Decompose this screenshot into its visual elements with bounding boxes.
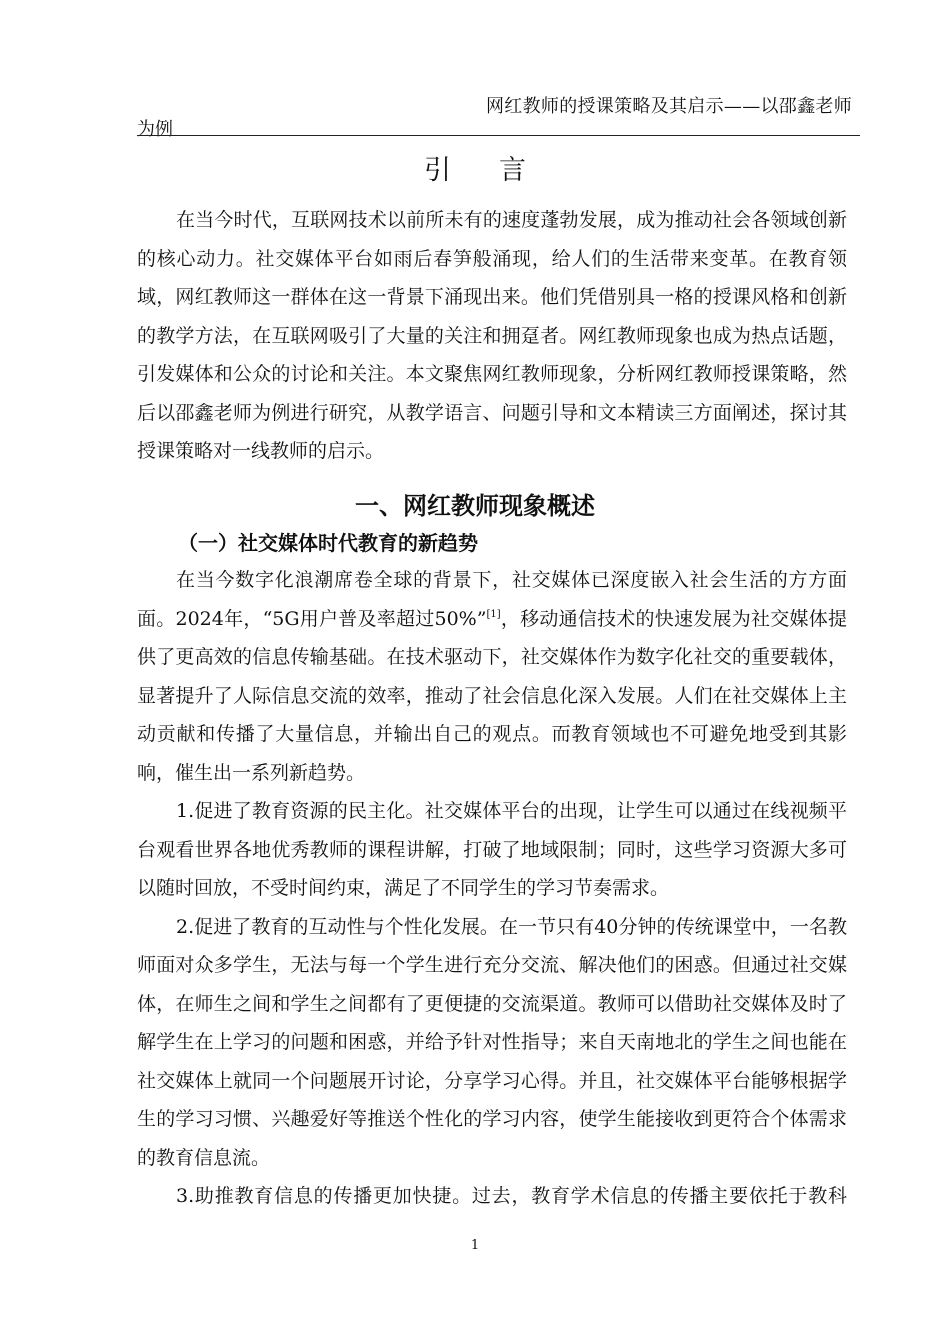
- paragraph: [137, 561, 847, 792]
- text-segment: ，移动通信技术的快速发展为社交媒体提: [500, 607, 847, 630]
- text-line: 引发媒体和公众的讨论和关注。本文聚焦网红教师现象，分析网红教师授课策略，然: [137, 363, 847, 385]
- text-line: 社交媒体上就同一个问题展开讨论，分享学习心得。并且，社交媒体平台能够根据学: [137, 1069, 847, 1092]
- text-line: 3.助推教育信息的传播更加快捷。过去，教育学术信息的传播主要依托于教科: [176, 1185, 847, 1207]
- section-body: [137, 561, 847, 1216]
- text-line: 域，网红教师这一群体在这一背景下涌现出来。他们凭借别具一格的授课风格和创新: [137, 286, 847, 308]
- text-line: 2.促进了教育的互动性与个性化发展。在一节只有40分钟的传统课堂中，一名教: [176, 915, 847, 938]
- page-title: 引言: [424, 155, 574, 186]
- text-line: 以随时回放，不受时间约束，满足了不同学生的学习节奏需求。: [137, 877, 670, 899]
- text-line: 授课策略对一线教师的启示。: [137, 440, 385, 462]
- text-line: 显著提升了人际信息交流的效率，推动了社会信息化深入发展。人们在社交媒体上主: [137, 684, 847, 707]
- page-number: 1: [470, 1238, 480, 1253]
- running-header: 网红教师的授课策略及其启示——以邵鑫老师: [486, 96, 852, 117]
- intro-paragraph: [137, 201, 847, 471]
- running-header-continued: 为例: [137, 119, 173, 140]
- header-rule: [137, 135, 860, 136]
- text-line: 的核心动力。社交媒体平台如雨后春笋般涌现，给人们的生活带来变革。在教育领: [137, 247, 847, 270]
- text-line: 的教学方法，在互联网吸引了大量的关注和拥趸者。网红教师现象也成为热点话题，: [137, 324, 847, 347]
- text-line: 动贡献和传播了大量信息，并输出自己的观点。而教育领域也不可避免地受到其影: [137, 723, 847, 745]
- subsection-heading: （一）社交媒体时代教育的新趋势: [178, 531, 478, 555]
- text-line: 1.促进了教育资源的民主化。社交媒体平台的出现，让学生可以通过在线视频平: [176, 800, 847, 822]
- text-line: 台观看世界各地优秀教师的课程讲解，打破了地域限制；同时，这些学习资源大多可: [137, 838, 847, 861]
- text-line: 后以邵鑫老师为例进行研究，从教学语言、问题引导和文本精读三方面阐述，探讨其: [137, 401, 847, 424]
- text-line: 体，在师生之间和学生之间都有了更便捷的交流渠道。教师可以借助社交媒体及时了: [137, 992, 847, 1015]
- text-line: 的教育信息流。: [137, 1146, 271, 1169]
- text-line: 响，催生出一系列新趋势。: [137, 761, 366, 784]
- text-line: [137, 600, 847, 639]
- text-line: 解学生在上学习的问题和困惑，并给予针对性指导；来自天南地北的学生之间也能在: [137, 1031, 847, 1053]
- text-segment: 面。2024年，“5G用户普及率超过50%”: [137, 607, 487, 630]
- text-line: 供了更高效的信息传输基础。在技术驱动下，社交媒体作为数字化社交的重要载体，: [137, 646, 847, 668]
- text-line: 生的学习习惯、兴趣爱好等推送个性化的学习内容，使学生能接收到更符合个体需求: [137, 1108, 847, 1130]
- paragraph: [137, 908, 847, 1178]
- text-line: 在当今数字化浪潮席卷全球的背景下，社交媒体已深度嵌入社会生活的方方面: [176, 569, 847, 591]
- paragraph: [137, 792, 847, 908]
- citation-link[interactable]: [1]: [486, 608, 501, 620]
- section-heading: 一、网红教师现象概述: [355, 492, 595, 520]
- paragraph: [137, 1177, 847, 1216]
- text-line: 在当今时代，互联网技术以前所未有的速度蓬勃发展，成为推动社会各领域创新: [176, 209, 847, 231]
- text-line: 师面对众多学生，无法与每一个学生进行充分交流、解决他们的困惑。但通过社交媒: [137, 954, 847, 976]
